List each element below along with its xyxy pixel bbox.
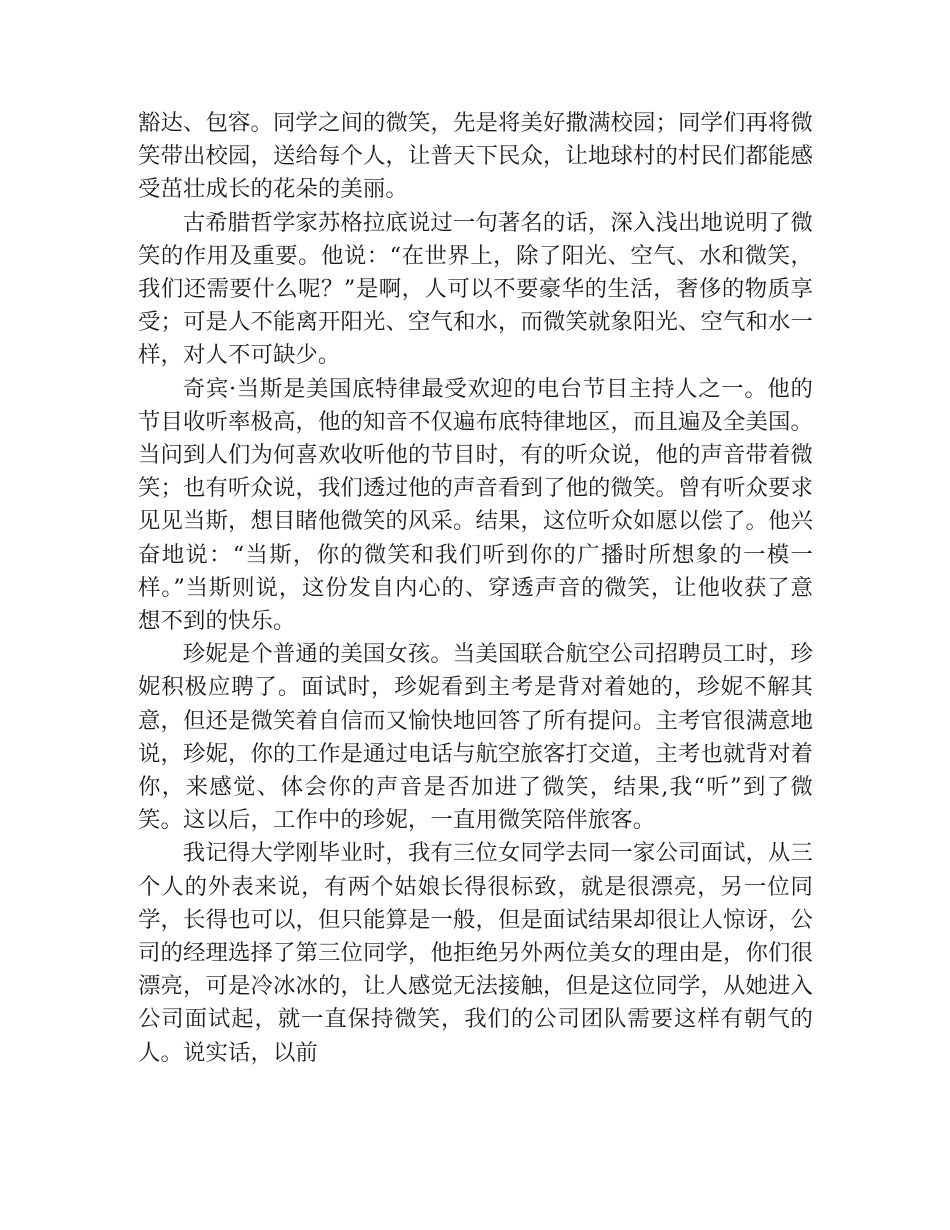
paragraph-continuation: 豁达、包容。同学之间的微笑，先是将美好撒满校园；同学们再将微笑带出校园，送给每个人，让普天下民众，让地球村的村民们都能感受茁壮成长的花朵的美丽。 [138, 110, 813, 203]
paragraph-radio-host: 奇宾·当斯是美国底特律最受欢迎的电台节目主持人之一。他的节目收听率极高，他的知音不仅遍布底特律地区，而且遍及全美国。当问到人们为何喜欢收听他的节目时，有的听众说，他的声音带着微笑；也有听众说，我们透过他的声音看到了他的微笑。曾有听众要求见见当斯，想目睹他微笑的风采。结果，这位听众如愿以偿了。他兴奋地说：“当斯，你的微笑和我们听到你的广播时所想象的一模一样。”当斯则说，这份发自内心的、穿透声音的微笑，让他收获了意想不到的快乐。 [138, 375, 813, 635]
document-body [138, 107, 813, 1070]
paragraph-jenny-interview: 珍妮是个普通的美国女孩。当美国联合航空公司招聘员工时，珍妮积极应聘了。面试时，珍妮看到主考是背对着她的，珍妮不解其意，但还是微笑着自信而又愉快地回答了所有提问。主考官很满意地说，珍妮，你的工作是通过电话与航空旅客打交道，主考也就背对着你，来感觉、体会你的声音是否加进了微笑，结果,我“听”到了微笑。这以后，工作中的珍妮，一直用微笑陪伴旅客。 [138, 641, 813, 834]
paragraph-socrates-quote: 古希腊哲学家苏格拉底说过一句著名的话，深入浅出地说明了微笑的作用及重要。他说：“在世界上，除了阳光、空气、水和微笑，我们还需要什么呢？”是啊，人可以不要豪华的生活，奢侈的物质享受；可是人不能离开阳光、空气和水，而微笑就象阳光、空气和水一样，对人不可缺少。 [138, 209, 813, 369]
paragraph-classmates-interview: 我记得大学刚毕业时，我有三位女同学去同一家公司面试，从三个人的外表来说，有两个姑娘长得很标致，就是很漂亮，另一位同学，长得也可以，但只能算是一般，但是面试结果却很让人惊讶，公司的经理选择了第三位同学，他拒绝另外两位美女的理由是，你们很漂亮，可是冷冰冰的，让人感觉无法接触，但是这位同学，从她进入公司面试起，就一直保持微笑，我们的公司团队需要这样有朝气的人。说实话，以前 [138, 840, 813, 1066]
